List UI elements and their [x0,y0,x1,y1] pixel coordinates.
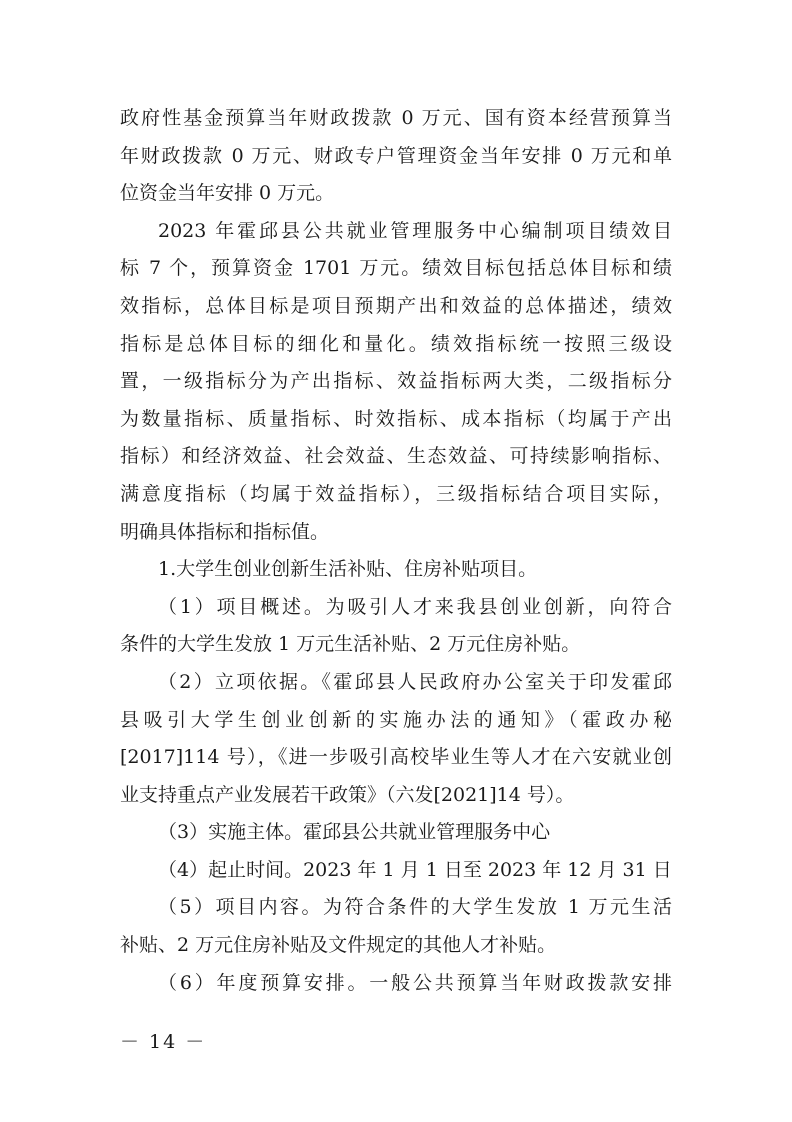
text-line: 政府性基金预算当年财政拨款 0 万元、国有资本经营预算当 [120,107,672,129]
text-line: 指标是总体目标的细化和量化。绩效指标统一按照三级设 [120,332,672,355]
text-line: 位资金当年安排 0 万元。 [120,182,335,205]
text-line: 指标）和经济效益、社会效益、生态效益、可持续影响指标、 [120,445,672,468]
paragraph-first-line: （4）起止时间。2023 年 1 月 1 日至 2023 年 12 月 31 日 [158,858,672,881]
paragraph-first-line: （2）立项依据。《霍邱县人民政府办公室关于印发霍邱 [158,670,672,693]
text-line: 标 7 个，预算资金 1701 万元。绩效目标包括总体目标和绩 [120,257,672,280]
text-line: 业支持重点产业发展若干政策》（六发[2021]14 号）。 [120,783,575,806]
text-line: 置，一级指标分为产出指标、效益指标两大类，二级指标分 [120,370,672,393]
paragraph-first-line: 2023 年霍邱县公共就业管理服务中心编制项目绩效目 [158,219,672,242]
paragraph-first-line: （3）实施主体。霍邱县公共就业管理服务中心 [158,821,551,844]
paragraph-first-line: （5）项目内容。为符合条件的大学生发放 1 万元生活 [158,896,672,919]
text-line: 效指标，总体目标是项目预期产出和效益的总体描述，绩效 [120,294,672,317]
paragraph-first-line: （1）项目概述。为吸引人才来我县创业创新，向符合 [158,595,672,618]
text-line: 县吸引大学生创业创新的实施办法的通知》（霍政办秘 [120,708,672,731]
text-line: 为数量指标、质量指标、时效指标、成本指标（均属于产出 [120,407,672,430]
text-line: 补贴、2 万元住房补贴及文件规定的其他人才补贴。 [120,934,557,957]
paragraph-first-line: （6）年度预算安排。一般公共预算当年财政拨款安排 [158,971,672,994]
body-text [120,100,672,1002]
text-line: 满意度指标（均属于效益指标），三级指标结合项目实际， [120,482,672,505]
text-line: 条件的大学生发放 1 万元生活补贴、2 万元住房补贴。 [120,633,581,656]
text-line: 明确具体指标和指标值。 [120,520,330,543]
page-number: － 14 － [120,1031,207,1053]
text-line: [2017]114 号），《进一步吸引高校毕业生等人才在六安就业创 [120,746,672,769]
section-heading: 1.大学生创业创新生活补贴、住房补贴项目。 [158,558,538,581]
text-line: 年财政拨款 0 万元、财政专户管理资金当年安排 0 万元和单 [120,144,672,167]
